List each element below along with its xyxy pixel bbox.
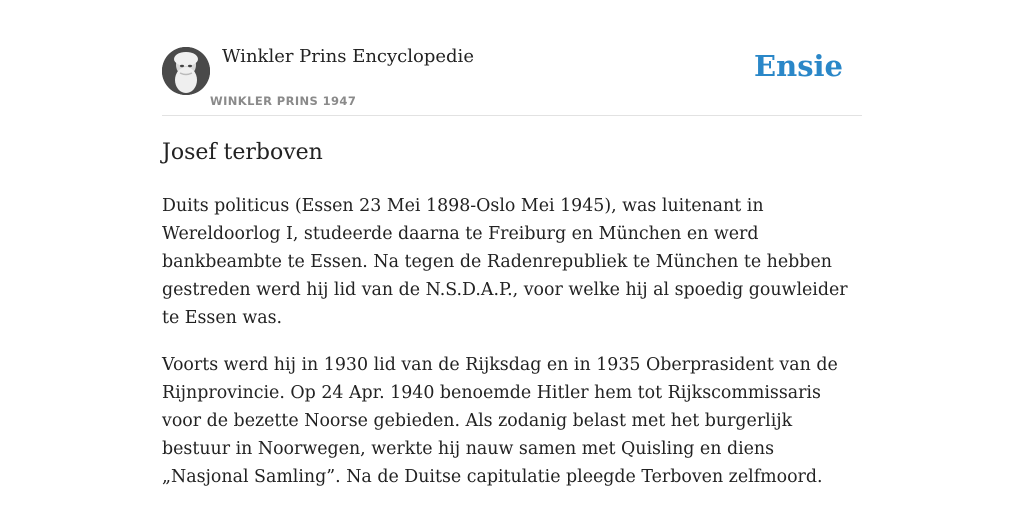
article-paragraph: Voorts werd hij in 1930 lid van de Rijksdag en in 1935 Oberprasident van de Rijnprovincie. Op 24 Apr. 1940 benoemde Hitler hem tot Rijkscommissaris voor de bezette Noorse gebieden. Als zodanig belast met het burgerlijk bestuur in Noorwegen, werkte hij nauw samen met Quisling en diens „Nasjonal Samling”. Na de Duitse capitulatie pleegde Terboven zelfmoord. bbox=[162, 355, 838, 487]
article-title: Josef terboven bbox=[162, 140, 323, 165]
source-subtitle: WINKLER PRINS 1947 bbox=[210, 94, 357, 108]
source-header bbox=[162, 44, 862, 116]
portrait-avatar-icon[interactable] bbox=[162, 47, 210, 95]
article-body bbox=[162, 192, 862, 510]
source-title[interactable]: Winkler Prins Encyclopedie bbox=[222, 46, 474, 67]
article-paragraph: Duits politicus (Essen 23 Mei 1898-Oslo Mei 1945), was luitenant in Wereldoorlog I, studeerde daarna te Freiburg en München en werd bankbeambte te Essen. Na tegen de Radenrepubliek te München te hebben gestreden werd hij lid van de N.S.D.A.P., voor welke hij al spoedig gouwleider te Essen was. bbox=[162, 196, 848, 328]
brand-logo[interactable]: Ensie bbox=[754, 49, 843, 83]
